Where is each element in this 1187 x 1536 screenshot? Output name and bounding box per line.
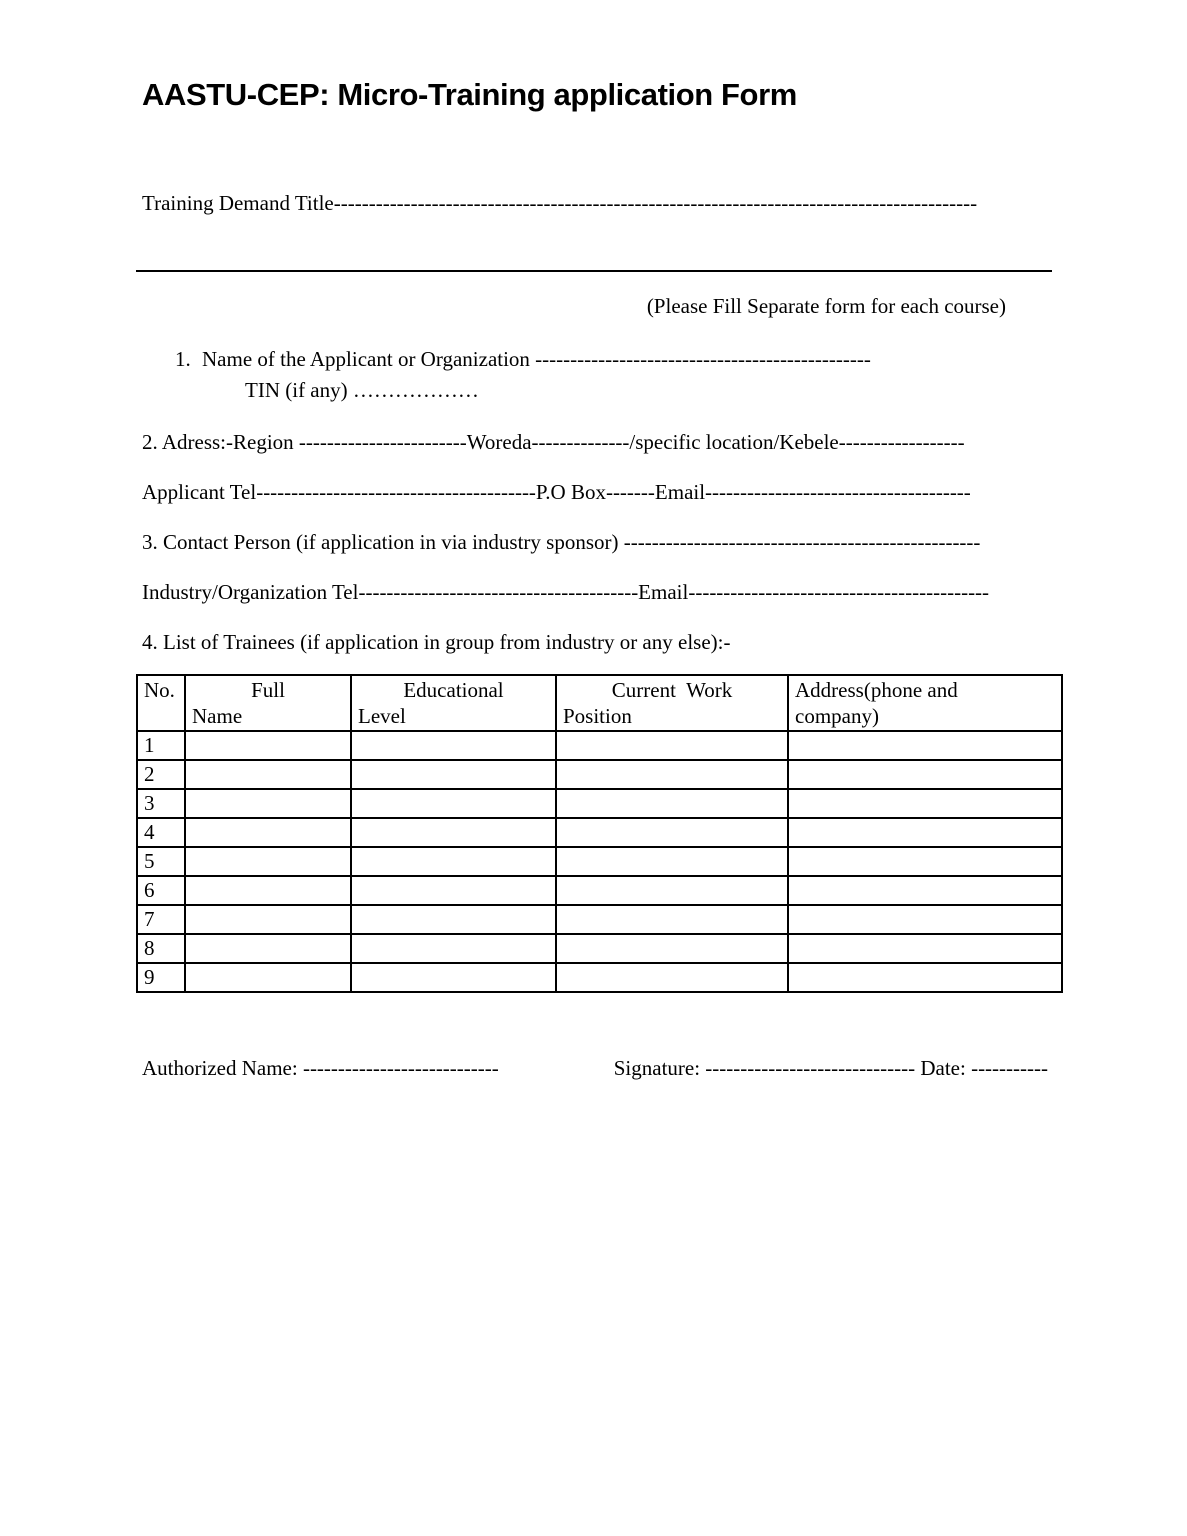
- table-row: [137, 876, 1062, 905]
- signature-date-line: Signature: ------------------------------ Date: -----------: [613, 1056, 1048, 1080]
- work-position-cell: [556, 905, 788, 934]
- applicant-tel-line: Applicant Tel----------------------------------------P.O Box-------Email--------------------------------------: [142, 480, 971, 504]
- header-address-line2: company): [795, 704, 879, 728]
- header-no: [137, 675, 185, 731]
- address-line: 2. Adress:-Region ------------------------Woreda--------------/specific location/Kebele------------------: [142, 430, 965, 454]
- header-address-line1: Address(phone and: [795, 678, 958, 702]
- educational-level-cell: [351, 789, 556, 818]
- full-name-cell: [185, 876, 351, 905]
- full-name-cell: [185, 934, 351, 963]
- full-name-cell: [185, 760, 351, 789]
- trainees-table-body: [137, 731, 1062, 992]
- authorized-name-line: Authorized Name: ----------------------------: [142, 1056, 499, 1080]
- header-full-name: [185, 675, 351, 731]
- trainees-table: [136, 674, 1063, 993]
- educational-level-cell: [351, 818, 556, 847]
- item1-number: 1.: [175, 347, 191, 371]
- address-cell: [788, 818, 1062, 847]
- item1-body: [202, 344, 871, 406]
- educational-level-cell: [351, 963, 556, 992]
- trainees-list-heading: 4. List of Trainees (if application in group from industry or any else):-: [142, 630, 731, 654]
- work-position-cell: [556, 934, 788, 963]
- header-educational-level-line1: Educational: [403, 678, 504, 702]
- table-row: [137, 760, 1062, 789]
- work-position-cell: [556, 789, 788, 818]
- address-cell: [788, 760, 1062, 789]
- header-no-line2: [144, 703, 178, 729]
- fill-separate-note: (Please Fill Separate form for each course): [646, 294, 1006, 318]
- header-current-work-position: [556, 675, 788, 731]
- signature-row: [142, 1053, 1048, 1084]
- work-position-cell: [556, 760, 788, 789]
- row-number-cell: 7: [137, 905, 185, 934]
- full-name-cell: [185, 731, 351, 760]
- address-cell: [788, 731, 1062, 760]
- header-current-work-position-line2: Position: [563, 704, 632, 728]
- row-number-cell: 9: [137, 963, 185, 992]
- row-number-cell: 4: [137, 818, 185, 847]
- industry-tel-line: Industry/Organization Tel----------------------------------------Email-------------------------------------------: [142, 580, 990, 604]
- address-cell: [788, 847, 1062, 876]
- educational-level-cell: [351, 876, 556, 905]
- address-cell: [788, 905, 1062, 934]
- header-current-work-position-line1: Current Work: [611, 678, 733, 702]
- table-row: [137, 963, 1062, 992]
- table-row: [137, 847, 1062, 876]
- full-name-cell: [185, 905, 351, 934]
- header-no-line1: No.: [144, 678, 175, 702]
- educational-level-cell: [351, 760, 556, 789]
- contact-person-line: 3. Contact Person (if application in via industry sponsor) ---------------------------------------------------: [142, 530, 981, 554]
- header-educational-level-line2: Level: [358, 704, 406, 728]
- educational-level-cell: [351, 905, 556, 934]
- row-number-cell: 3: [137, 789, 185, 818]
- educational-level-cell: [351, 934, 556, 963]
- full-name-cell: [185, 963, 351, 992]
- work-position-cell: [556, 847, 788, 876]
- applicant-name-line: Name of the Applicant or Organization ------------------------------------------------: [202, 347, 871, 371]
- address-cell: [788, 789, 1062, 818]
- table-row: [137, 731, 1062, 760]
- row-number-cell: 6: [137, 876, 185, 905]
- row-number-cell: 2: [137, 760, 185, 789]
- trainees-table-header: [137, 675, 1062, 731]
- educational-level-cell: [351, 847, 556, 876]
- horizontal-rule: [136, 270, 1052, 272]
- table-row: [137, 789, 1062, 818]
- address-cell: [788, 876, 1062, 905]
- work-position-cell: [556, 963, 788, 992]
- header-full-name-line2: Name: [192, 704, 243, 728]
- work-position-cell: [556, 731, 788, 760]
- header-educational-level: [351, 675, 556, 731]
- page-title: AASTU-CEP: Micro-Training application Form: [142, 77, 797, 112]
- work-position-cell: [556, 818, 788, 847]
- header-address: [788, 675, 1062, 731]
- address-cell: [788, 963, 1062, 992]
- educational-level-cell: [351, 731, 556, 760]
- full-name-cell: [185, 789, 351, 818]
- row-number-cell: 1: [137, 731, 185, 760]
- full-name-cell: [185, 818, 351, 847]
- applicant-name-item: [142, 344, 1048, 406]
- address-cell: [788, 934, 1062, 963]
- training-demand-title-line: Training Demand Title--------------------------------------------------------------------------------------------: [142, 191, 978, 215]
- table-row: [137, 934, 1062, 963]
- tin-line: TIN (if any) ………………: [245, 378, 479, 402]
- header-full-name-line1: Full: [251, 678, 285, 702]
- row-number-cell: 8: [137, 934, 185, 963]
- work-position-cell: [556, 876, 788, 905]
- row-number-cell: 5: [137, 847, 185, 876]
- full-name-cell: [185, 847, 351, 876]
- table-row: [137, 818, 1062, 847]
- header-row: [137, 675, 1062, 731]
- table-row: [137, 905, 1062, 934]
